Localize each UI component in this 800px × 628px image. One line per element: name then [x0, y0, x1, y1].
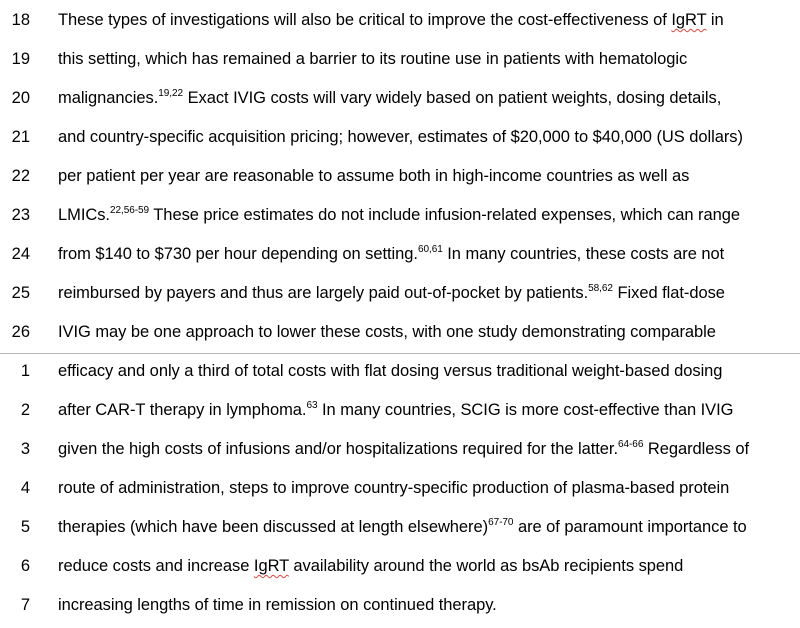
- line-number: 18: [11, 11, 30, 29]
- text-line: [0, 195, 800, 235]
- line-text: malignancies.$^{19,22}$ Exact IVIG costs will vary widely based on patient weights, dosing details,: [58, 87, 722, 107]
- text-line: [0, 234, 800, 274]
- line-text: after CAR-T therapy in lymphoma.$^{63}$ In many countries, SCIG is more cost-effective than IVIG: [58, 399, 734, 419]
- line-number: 7: [20, 596, 30, 614]
- text-line: [0, 156, 800, 196]
- citation: 19,22: [158, 87, 184, 99]
- spellcheck-word[interactable]: IgRT: [671, 11, 707, 29]
- line-number: 5: [20, 518, 30, 536]
- text-line: [0, 507, 800, 547]
- line-text: IVIG may be one approach to lower these costs, with one study demonstrating comparable: [58, 323, 716, 341]
- text-line: [0, 312, 800, 352]
- line-text: route of administration, steps to improve country-specific production of plasma-based protein: [58, 479, 730, 497]
- line-text: increasing lengths of time in remission on continued therapy.: [58, 596, 497, 614]
- line-number: 6: [20, 557, 30, 575]
- text-line: [0, 0, 800, 40]
- line-number: 25: [11, 284, 30, 302]
- citation: 67-70: [488, 516, 514, 528]
- line-text: this setting, which has remained a barrier to its routine use in patients with hematologic: [58, 50, 688, 68]
- text-line: [0, 546, 800, 586]
- citation: 58,62: [588, 282, 613, 294]
- line-number: 21: [11, 128, 30, 146]
- text-line: [0, 351, 800, 391]
- line-number: 19: [11, 50, 30, 68]
- text-line: [0, 273, 800, 313]
- line-text: efficacy and only a third of total costs with flat dosing versus traditional weight-based dosing: [58, 362, 723, 380]
- line-text: reimbursed by payers and thus are largely paid out-of-pocket by patients.$^{58,62}$ Fixed flat-dose: [58, 282, 725, 302]
- citation: 63: [306, 399, 318, 411]
- text-line: [0, 117, 800, 157]
- line-text: from $140 to $730 per hour depending on setting.$^{60,61}$ In many countries, these costs are not: [58, 243, 725, 263]
- line-text: given the high costs of infusions and/or hospitalizations required for the latter.$^{64-66}$ Regardless of: [58, 438, 750, 458]
- line-text: reduce costs and increase IgRT availability around the world as bsAb recipients spend: [58, 557, 684, 575]
- line-text: LMICs.$^{22,56-59}$ These price estimates do not include infusion-related expenses, which can range: [58, 204, 741, 224]
- text-line: [0, 39, 800, 79]
- line-text: per patient per year are reasonable to assume both in high-income countries as well as: [58, 167, 690, 185]
- line-number: 1: [20, 362, 30, 380]
- line-text: and country-specific acquisition pricing; however, estimates of $20,000 to $40,000 (US dollars): [58, 128, 743, 146]
- line-text: therapies (which have been discussed at length elsewhere)$^{67-70}$ are of paramount importance to: [58, 516, 747, 536]
- text-line: [0, 78, 800, 118]
- text-line: [0, 390, 800, 430]
- line-text: These types of investigations will also be critical to improve the cost-effectiveness of IgRT in: [58, 11, 724, 29]
- citation: 64-66: [618, 438, 644, 450]
- citation: 60,61: [417, 243, 443, 255]
- line-number: 26: [11, 323, 30, 341]
- citation: 22,56-59: [109, 204, 150, 216]
- spellcheck-word[interactable]: IgRT: [253, 557, 289, 575]
- line-number: 2: [20, 401, 30, 419]
- line-number: 3: [20, 440, 30, 458]
- line-number: 4: [20, 479, 30, 497]
- text-line: [0, 429, 800, 469]
- line-number: 24: [11, 245, 30, 263]
- text-line: [0, 585, 800, 625]
- line-number: 20: [11, 89, 30, 107]
- line-number: 22: [11, 167, 30, 185]
- text-line: [0, 468, 800, 508]
- line-number: 23: [11, 206, 30, 224]
